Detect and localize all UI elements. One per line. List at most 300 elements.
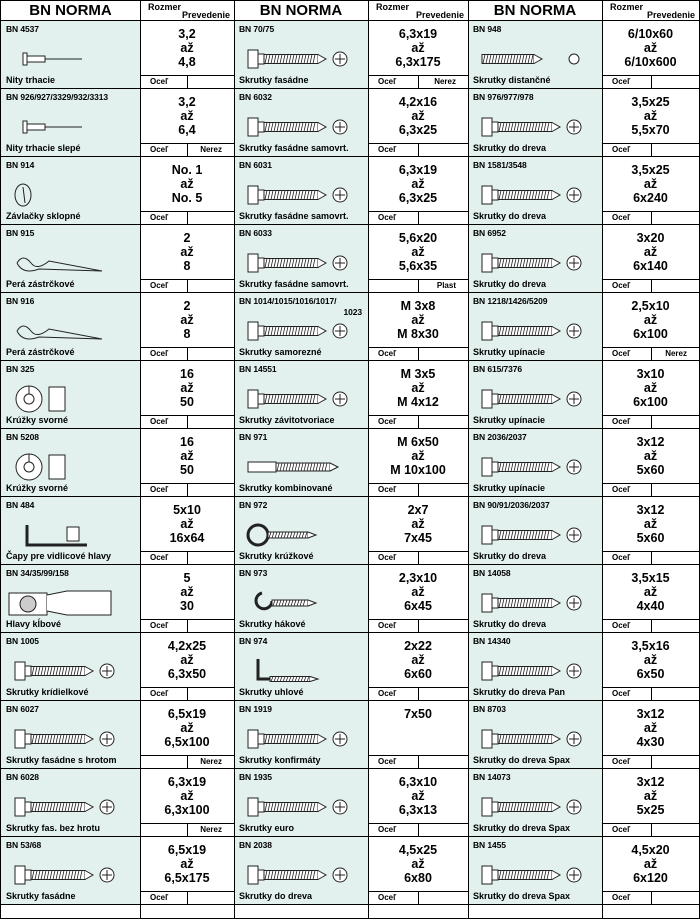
norm-code: BN 484 [6,500,35,510]
size-to: 6/10x600 [624,55,677,69]
size-cell [368,21,468,89]
norm-code: BN 6028 [6,772,39,782]
range-separator: až [411,109,425,123]
size-cell [140,837,234,905]
size-to: 16x64 [169,531,205,545]
norm-code: BN 6952 [473,228,506,238]
size-from: 6/10x60 [627,27,674,41]
material-divider [651,688,652,700]
material-divider [187,824,188,836]
wood-screw-icon [474,173,589,215]
product-name: Skrutky fasádne samovrt. [239,279,349,289]
material-steel: Oceľ [378,145,397,154]
norm-code: BN 948 [473,24,502,34]
wood-screw-icon [240,853,355,895]
size-from: 6,3x19 [398,163,438,177]
pan-screw-icon [474,649,589,691]
material-row [602,619,699,632]
size-cell [368,701,468,769]
norm-code: BN 1581/3548 [473,160,527,170]
material-steel: Oceľ [150,689,169,698]
product-name: Skrutky do dreva Spax [473,755,571,765]
range-separator: až [180,721,194,735]
size-to: 6x50 [636,667,665,681]
range-separator: až [643,653,658,667]
range-separator: až [643,381,658,395]
product-name: Skrutky fasádne s hrotom [6,755,117,765]
size-cell [602,89,699,157]
norm-code: BN 1935 [239,772,272,782]
wood-screw-icon [474,105,589,147]
norm-code: BN 70/75 [239,24,275,34]
product-name: Skrutky distančné [473,75,551,85]
material-steel: Oceľ [378,77,397,86]
size-to: 6,3x25 [398,123,438,137]
norm-code: BN 2036/2037 [473,432,527,442]
material-steel: Oceľ [612,621,631,630]
prevedenie-label: Prevedenie [646,10,695,20]
material-row [368,823,468,836]
size-cell [602,361,699,429]
product-name: Nity trhacie slepé [6,143,81,153]
size-cell [368,225,468,293]
product-cell [234,429,368,497]
product-cell [468,293,602,361]
column-header-size [140,1,234,21]
spax-screw-icon [474,853,589,895]
norm-code: BN 974 [239,636,268,646]
material-steel: Oceľ [378,349,397,358]
size-cell [368,633,468,701]
norm-code: BN 4537 [6,24,39,34]
material-steel: Oceľ [612,77,631,86]
material-divider [418,348,419,360]
size-cell [140,157,234,225]
material-row [140,211,234,224]
size-to: 6x120 [633,871,668,885]
material-alt: Nerez [434,77,456,86]
norm-code: BN 915 [6,228,35,238]
material-row [140,755,234,768]
material-steel: Oceľ [378,213,397,222]
material-row [602,347,699,360]
size-to: 6,3x13 [398,803,438,817]
material-steel: Oceľ [378,621,397,630]
size-to: 5x60 [636,463,665,477]
torx-screw-icon [240,377,355,419]
rozmer-label: Rozmer [376,2,410,12]
range-separator: až [643,313,658,327]
product-cell [1,429,140,497]
material-divider [418,144,419,156]
material-alt: Plast [436,281,456,290]
size-from: 3,5x16 [631,639,670,653]
material-row [602,483,699,496]
material-steel: Oceľ [150,349,169,358]
product-name: Skrutky fasádne [6,891,76,901]
norm-code: BN 972 [239,500,268,510]
spax-screw-icon [474,785,589,827]
range-separator: až [180,177,194,191]
material-divider [418,76,419,88]
size-cell [368,497,468,565]
material-steel: Oceľ [150,213,169,222]
product-cell [1,225,140,293]
material-steel: Oceľ [150,417,169,426]
product-cell [234,21,368,89]
material-divider [651,892,652,904]
size-cell [368,157,468,225]
norm-code-cont: 1023 [343,307,362,317]
size-to: 6x140 [633,259,668,273]
size-from: 4,5x25 [398,843,438,857]
size-to: 6x45 [404,599,432,613]
size-cell [602,701,699,769]
size-from: 3,2 [178,27,196,41]
product-cell [234,157,368,225]
material-divider [187,892,188,904]
material-steel: Oceľ [150,281,169,290]
material-steel: Oceľ [378,757,397,766]
hex-screw-icon [7,785,122,827]
norm-code: BN 1005 [6,636,39,646]
material-row [140,143,234,156]
material-divider [651,552,652,564]
range-separator: až [411,177,425,191]
material-row [602,551,699,564]
column-divider [468,1,469,918]
material-row [602,75,699,88]
size-from: 3,5x25 [631,163,670,177]
l-hook-icon [240,649,355,691]
material-divider [418,688,419,700]
size-to: 50 [180,395,194,409]
material-divider [187,620,188,632]
size-from: 4,5x20 [631,843,670,857]
material-divider [418,892,419,904]
material-divider [418,280,419,292]
thread-forming-screw-icon [240,309,355,351]
distance-screw-icon [474,37,589,79]
size-cell [368,565,468,633]
material-steel: Oceľ [150,893,169,902]
material-steel: Oceľ [150,621,169,630]
material-row [368,619,468,632]
product-cell [234,701,368,769]
material-divider [651,484,652,496]
product-cell [468,225,602,293]
norm-code: BN 14058 [473,568,511,578]
size-from: 5,6x20 [398,231,438,245]
size-from: 3x10 [636,367,665,381]
column-header-norma: BN NORMA [468,1,602,21]
size-cell [602,769,699,837]
size-to: No. 5 [171,191,203,205]
norm-code: BN 6032 [239,92,272,102]
size-to: M 4x12 [397,395,439,409]
product-name: Hlavy kĺbové [6,619,62,629]
column-header-norma: BN NORMA [234,1,368,21]
product-name: Skrutky upínacie [473,483,546,493]
product-cell [468,769,602,837]
material-divider [651,212,652,224]
range-separator: až [411,449,425,463]
size-cell [602,633,699,701]
product-cell [234,633,368,701]
range-separator: až [180,41,194,55]
product-cell [234,89,368,157]
range-separator: až [411,381,425,395]
material-steel: Oceľ [378,553,397,562]
material-row [368,75,468,88]
size-to: 6x100 [633,395,668,409]
size-cell [602,497,699,565]
product-name: Skrutky do dreva [473,143,547,153]
product-name: Závlačky sklopné [6,211,81,221]
r-clip-icon [7,241,122,283]
size-to: 5x25 [636,803,665,817]
product-cell [1,89,140,157]
size-to: 8 [183,259,191,273]
material-steel: Oceľ [612,349,631,358]
size-from: 6,3x10 [398,775,438,789]
material-steel: Oceľ [150,553,169,562]
size-to: 4x40 [636,599,665,613]
size-to: 5,5x70 [631,123,670,137]
product-name: Krúžky svorné [6,483,69,493]
norm-code: BN 34/35/99/158 [6,568,69,578]
product-name: Skrutky upínacie [473,347,546,357]
prevedenie-label: Prevedenie [415,10,464,20]
material-divider [651,824,652,836]
material-row [140,687,234,700]
product-name: Perá zástrčkové [6,279,75,289]
size-from: 3,5x25 [631,95,670,109]
drill-screw-icon [240,173,355,215]
size-cell [140,497,234,565]
material-row [368,143,468,156]
range-separator: až [411,41,425,55]
column-divider [234,1,235,918]
material-divider [418,552,419,564]
size-to: 6,5x175 [164,871,210,885]
material-steel: Oceľ [378,485,397,494]
material-divider [187,484,188,496]
size-cell [368,361,468,429]
product-cell [468,361,602,429]
size-from: 3,5x15 [631,571,670,585]
size-to: 5x60 [636,531,665,545]
range-separator: až [643,177,658,191]
norm-code: BN 914 [6,160,35,170]
product-name: Skrutky do dreva [473,619,547,629]
material-row [140,619,234,632]
range-separator: až [180,245,194,259]
product-cell [1,21,140,89]
material-steel: Oceľ [612,757,631,766]
norm-code: BN 6031 [239,160,272,170]
material-alt: Nerez [200,145,222,154]
norm-code: BN 6027 [6,704,39,714]
size-cell [368,769,468,837]
size-to: 6,5x100 [164,735,210,749]
size-from: 6,3x19 [167,775,207,789]
product-name: Skrutky do dreva [473,211,547,221]
hex-screw-icon [240,37,355,79]
norm-code: BN 90/91/2036/2037 [473,500,550,510]
size-to: 4x30 [636,735,665,749]
size-to: M 10x100 [390,463,446,477]
norm-code: BN 14551 [239,364,277,374]
size-cell [602,429,699,497]
material-alt: Nerez [665,349,687,358]
column-header-size [602,1,699,21]
range-separator: až [180,449,194,463]
size-to: 6x100 [633,327,668,341]
hook-screw-icon [240,581,355,623]
clamp-ring-icon [7,377,122,419]
material-row [368,755,468,768]
clamp-ring-icon [7,445,122,487]
material-divider [651,756,652,768]
norm-code: BN 1218/1426/5209 [473,296,548,306]
product-name: Skrutky euro [239,823,295,833]
product-name: Skrutky uhlové [239,687,304,697]
size-cell [140,89,234,157]
norm-code: BN 615/7376 [473,364,522,374]
material-row [140,415,234,428]
size-cell [368,293,468,361]
product-name: Skrutky do dreva Pan [473,687,566,697]
product-cell [1,701,140,769]
size-from: 6,3x19 [398,27,438,41]
size-from: 2,3x10 [398,571,438,585]
product-name: Skrutky hákové [239,619,306,629]
range-separator: až [643,585,658,599]
norm-code: BN 5208 [6,432,39,442]
material-steel: Oceľ [612,485,631,494]
product-cell [1,633,140,701]
prevedenie-label: Prevedenie [181,10,230,20]
product-name: Skrutky konfirmáty [239,755,321,765]
size-cell [140,429,234,497]
product-cell [234,225,368,293]
norm-code: BN 325 [6,364,35,374]
material-row [140,823,234,836]
rozmer-label: Rozmer [148,2,182,12]
material-steel: Oceľ [612,893,631,902]
material-alt: Nerez [200,825,222,834]
range-separator: až [411,653,425,667]
material-row [368,211,468,224]
size-to: 7x45 [404,531,432,545]
range-separator: až [411,245,425,259]
product-cell [1,497,140,565]
material-divider [187,280,188,292]
column-divider [602,1,603,918]
material-divider [187,416,188,428]
material-divider [187,688,188,700]
material-divider [418,620,419,632]
material-divider [651,280,652,292]
product-cell [468,565,602,633]
material-row [602,755,699,768]
norm-code: BN 973 [239,568,268,578]
size-cell [368,89,468,157]
size-to: M 8x30 [397,327,439,341]
product-name: Skrutky do dreva [239,891,313,901]
material-divider [418,212,419,224]
material-row [368,687,468,700]
size-from: 3,2 [178,95,196,109]
size-from: 16 [180,435,194,449]
product-cell [1,837,140,905]
material-row [602,687,699,700]
size-cell [140,565,234,633]
range-separator: až [643,449,658,463]
r-clip-icon [7,309,122,351]
size-from: M 3x5 [400,367,436,381]
size-cell [602,837,699,905]
range-separator: až [180,313,194,327]
spax-screw-icon [474,717,589,759]
product-cell [468,21,602,89]
material-steel: Oceľ [378,893,397,902]
size-to: 5,6x35 [398,259,438,273]
ball-joint-icon [7,581,122,623]
norm-code: BN 926/927/3329/932/3313 [6,92,109,102]
hanger-bolt-icon [240,445,355,487]
size-from: 3x12 [636,435,665,449]
material-divider [187,756,188,768]
pan-screw-icon [474,377,589,419]
size-to: 6x240 [633,191,668,205]
range-separator: až [643,517,658,531]
range-separator: až [643,245,658,259]
material-row [140,891,234,904]
size-from: 7x50 [404,707,432,721]
norm-code: BN 53/68 [6,840,42,850]
size-from: 2 [183,231,191,245]
size-from: 3x12 [636,707,665,721]
product-cell [1,293,140,361]
material-steel: Oceľ [150,485,169,494]
drill-screw-icon [240,241,355,283]
material-steel: Oceľ [612,145,631,154]
size-from: 2x22 [404,639,432,653]
size-from: No. 1 [171,163,203,177]
size-cell [140,293,234,361]
column-header-norma: BN NORMA [1,1,140,21]
range-separator: až [180,109,194,123]
material-row [602,143,699,156]
size-to: 6x80 [404,871,432,885]
product-name: Skrutky fas. bez hrotu [6,823,101,833]
material-row [368,483,468,496]
size-cell [602,565,699,633]
size-cell [140,21,234,89]
eye-screw-icon [240,513,355,555]
size-cell [140,769,234,837]
norm-code: BN 6033 [239,228,272,238]
material-row [368,891,468,904]
range-separator: až [180,857,194,871]
size-cell [368,429,468,497]
size-cell [602,157,699,225]
material-steel: Oceľ [378,417,397,426]
product-name: Skrutky fasádne samovrt. [239,211,349,221]
material-divider [187,76,188,88]
